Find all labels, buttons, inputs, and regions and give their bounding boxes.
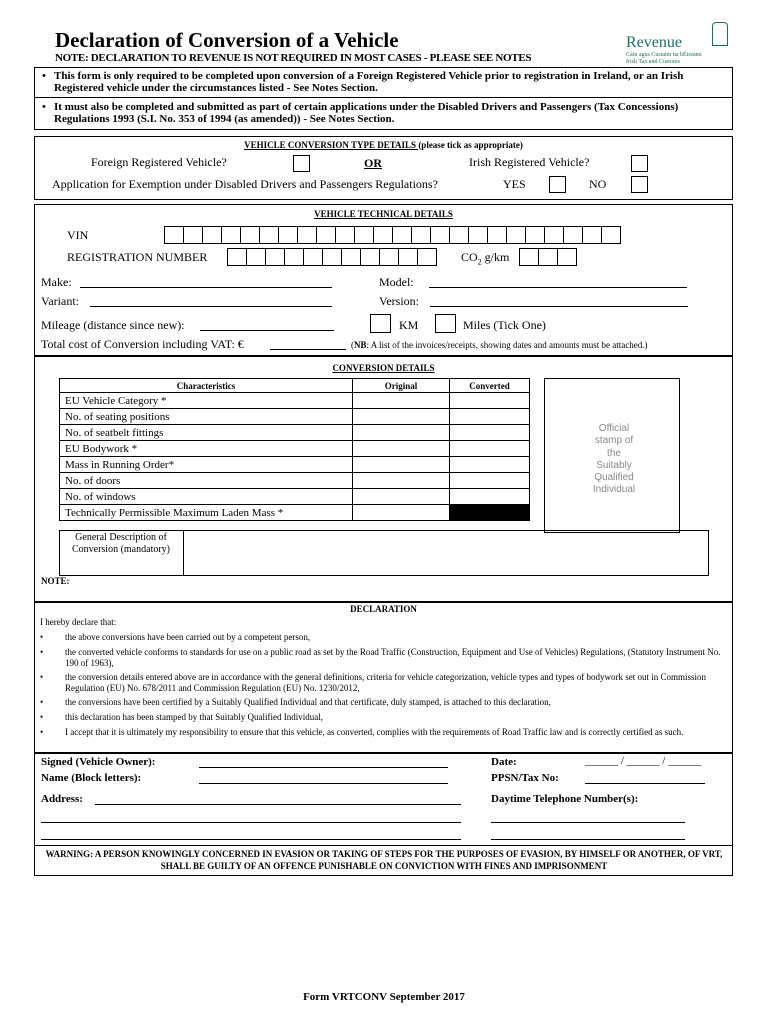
converted-cell[interactable]: [450, 473, 530, 489]
revenue-logo: [626, 20, 736, 65]
version-label: Version:: [379, 294, 419, 308]
date-label: Date:: [491, 756, 517, 768]
original-cell[interactable]: [353, 489, 450, 505]
irish-vehicle-label: Irish Registered Vehicle?: [469, 155, 590, 169]
yes-label: YES: [503, 177, 526, 191]
table-row: No. of windows: [60, 489, 530, 505]
original-cell[interactable]: [353, 393, 450, 409]
address-label: Address:: [41, 793, 83, 805]
form-footer: Form VRTCONV September 2017: [303, 991, 465, 1003]
col-original: Original: [353, 379, 450, 393]
warning-text: WARNING: A PERSON KNOWINGLY CONCERNED IN EVASION OR TAKING OF STEPS FOR THE PURPOSES OF EVASION, BY HIMSELF OR ANOTHER, OF VRT, SHALL BE GUILTY OF AN OFFENCE PUNISHABLE ON CONVICTION WITH FINES AND IMPRISONMENT: [45, 849, 723, 871]
original-cell[interactable]: [353, 425, 450, 441]
harp-icon: [712, 22, 728, 46]
ppsn-label: PPSN/Tax No:: [491, 772, 559, 784]
irish-vehicle-checkbox[interactable]: [631, 155, 648, 172]
general-description-field[interactable]: [185, 532, 707, 574]
logo-irish: Cáin agus Custaim na hÉireann: [626, 52, 702, 58]
original-cell[interactable]: [353, 457, 450, 473]
address-field-2[interactable]: [41, 822, 461, 823]
name-field[interactable]: [199, 783, 448, 784]
declaration-intro: I hereby declare that:: [40, 617, 117, 627]
table-row: No. of seating positions: [60, 409, 530, 425]
cost-field[interactable]: [270, 349, 346, 350]
table-row: No. of doors: [60, 473, 530, 489]
phone-label: Daytime Telephone Number(s):: [491, 793, 639, 805]
table-row: EU Vehicle Category *: [60, 393, 530, 409]
table-row: Technically Permissible Maximum Laden Mass *: [60, 505, 530, 521]
logo-name: Revenue: [626, 34, 682, 51]
converted-cell-blocked: [450, 505, 530, 521]
no-checkbox[interactable]: [631, 176, 648, 193]
make-label: Make:: [41, 275, 72, 289]
intro-divider: [34, 97, 733, 98]
yes-checkbox[interactable]: [549, 176, 566, 193]
table-row: Mass in Running Order*: [60, 457, 530, 473]
signed-label: Signed (Vehicle Owner):: [41, 756, 156, 768]
vin-input[interactable]: [164, 226, 620, 244]
name-label: Name (Block letters):: [41, 772, 142, 784]
variant-field[interactable]: [90, 306, 332, 307]
general-description-label: General Description of Conversion (mandatory): [71, 532, 171, 555]
converted-cell[interactable]: [450, 393, 530, 409]
page-title: Declaration of Conversion of a Vehicle: [55, 28, 399, 52]
conversion-type-title: VEHICLE CONVERSION TYPE DETAILS (please tick as appropriate): [244, 140, 523, 150]
address-field-3[interactable]: [41, 839, 461, 840]
variant-label: Variant:: [41, 294, 79, 308]
registration-label: REGISTRATION NUMBER: [67, 250, 208, 264]
stamp-text: Official stamp of the Suitably Qualified Individual: [592, 423, 636, 496]
foreign-vehicle-label: Foreign Registered Vehicle?: [91, 155, 227, 169]
version-field[interactable]: [430, 306, 688, 307]
or-label: OR: [364, 156, 382, 170]
make-field[interactable]: [80, 287, 332, 288]
converted-cell[interactable]: [450, 441, 530, 457]
original-cell[interactable]: [353, 441, 450, 457]
phone-field-2[interactable]: [491, 839, 685, 840]
miles-label: Miles (Tick One): [463, 318, 546, 332]
converted-cell[interactable]: [450, 457, 530, 473]
foreign-vehicle-checkbox[interactable]: [293, 155, 310, 172]
converted-cell[interactable]: [450, 409, 530, 425]
table-header-row: [60, 379, 530, 393]
table-row: EU Bodywork *: [60, 441, 530, 457]
technical-title: VEHICLE TECHNICAL DETAILS: [314, 209, 453, 219]
km-checkbox[interactable]: [370, 314, 391, 333]
declaration-title: DECLARATION: [350, 604, 417, 614]
mileage-field[interactable]: [200, 330, 334, 331]
co2-input[interactable]: [519, 248, 576, 266]
converted-cell[interactable]: [450, 489, 530, 505]
no-label: NO: [589, 177, 607, 191]
converted-cell[interactable]: [450, 425, 530, 441]
registration-input[interactable]: [227, 248, 436, 266]
conversion-table: [59, 378, 530, 521]
date-field[interactable]: ______ / ______ / ______: [585, 755, 702, 767]
warning-divider: [34, 845, 733, 846]
general-description-divider: [183, 530, 184, 576]
logo-tagline: Irish Tax and Customs: [626, 59, 680, 65]
model-field[interactable]: [429, 287, 687, 288]
cost-label: Total cost of Conversion including VAT: €: [41, 337, 244, 351]
phone-field-1[interactable]: [491, 822, 685, 823]
miles-checkbox[interactable]: [435, 314, 456, 333]
header-note: NOTE: DECLARATION TO REVENUE IS NOT REQUIRED IN MOST CASES - PLEASE SEE NOTES: [55, 52, 532, 64]
signature-field[interactable]: [199, 767, 448, 768]
col-characteristics: Characteristics: [60, 379, 353, 393]
ppsn-field[interactable]: [585, 783, 705, 784]
stamp-box: [544, 378, 680, 533]
note-label: NOTE:: [41, 576, 70, 586]
original-cell[interactable]: [353, 409, 450, 425]
col-converted: Converted: [450, 379, 530, 393]
mileage-label: Mileage (distance since new):: [41, 318, 185, 332]
table-row: No. of seatbelt fittings: [60, 425, 530, 441]
co2-label: $CO_2$ g/km: [461, 250, 510, 267]
address-field-1[interactable]: [95, 804, 461, 805]
original-cell[interactable]: [353, 505, 450, 521]
cost-nb-note: (NB: A list of the invoices/receipts, showing dates and amounts must be attached.): [351, 340, 648, 350]
original-cell[interactable]: [353, 473, 450, 489]
model-label: Model:: [379, 275, 414, 289]
km-label: KM: [399, 318, 419, 332]
vin-label: VIN: [67, 228, 89, 242]
conversion-details-title: CONVERSION DETAILS: [332, 363, 435, 373]
exemption-label: Application for Exemption under Disabled Drivers and Passengers Regulations?: [52, 177, 438, 191]
